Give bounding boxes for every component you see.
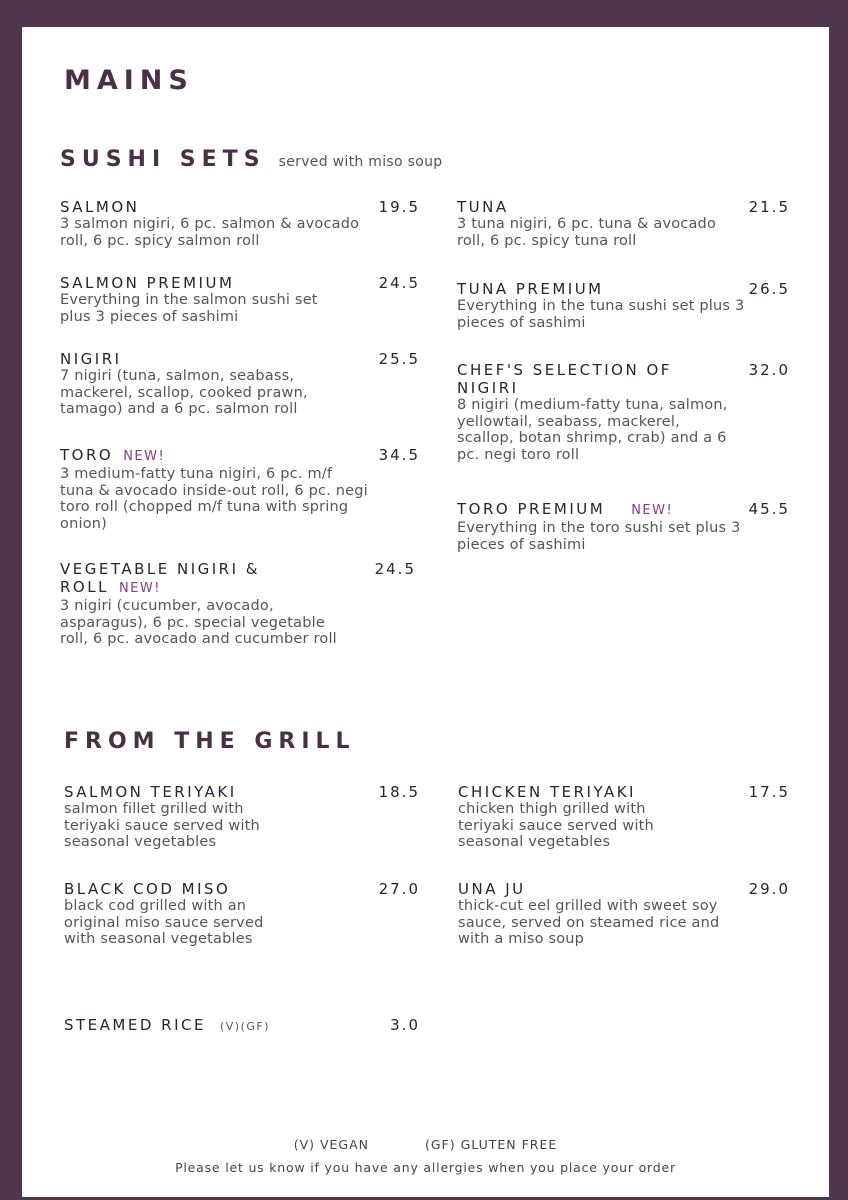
item-name: TUNA [457, 198, 509, 216]
menu-item-vegetable [60, 560, 420, 648]
item-description: 3 medium-fatty tuna nigiri, 6 pc. m/f tuna & avocado inside-out roll, 6 pc. negi toro roll (chopped m/f tuna with spring onion) [60, 466, 368, 532]
item-description: Everything in the salmon sushi set plus 3 pieces of sashimi [60, 292, 318, 325]
legend-vegan: (V) VEGAN [293, 1137, 370, 1152]
menu-item-black-cod-miso [64, 880, 420, 948]
item-description: Everything in the tuna sushi set plus 3 pieces of sashimi [457, 298, 745, 331]
menu-item-una-ju [458, 880, 790, 948]
item-price: 21.5 [748, 198, 790, 216]
item-price: 24.5 [374, 560, 416, 578]
sushi-sets-header [60, 149, 442, 171]
item-name: TUNA PREMIUM [457, 280, 604, 298]
item-name: SALMON [60, 198, 140, 216]
item-price: 24.5 [378, 274, 420, 292]
item-description: salmon fillet grilled with teriyaki sauce served with seasonal vegetables [64, 801, 260, 850]
dietary-legend [22, 1137, 829, 1152]
item-name-row [60, 446, 420, 466]
item-name: NIGIRI [60, 350, 122, 368]
item-name: SALMON TERIYAKI [64, 783, 237, 801]
new-badge: NEW! [123, 449, 166, 464]
menu-item-chicken-teriyaki [458, 783, 790, 851]
page-title: MAINS [64, 65, 194, 96]
item-description: 8 nigiri (medium-fatty tuna, salmon, yellowtail, seabass, mackerel, scallop, botan shrimp, crab) and a 6 pc. negi toro roll [457, 397, 728, 463]
item-price: 17.5 [748, 783, 790, 801]
item-description: 3 tuna nigiri, 6 pc. tuna & avocado roll, 6 pc. spicy tuna roll [457, 216, 717, 249]
item-price: 25.5 [378, 350, 420, 368]
dietary-tags: (V)(GF) [219, 1020, 271, 1033]
menu-item-toro [60, 446, 420, 532]
item-description: chicken thigh grilled with teriyaki sauce served with seasonal vegetables [458, 801, 654, 850]
menu-item-chefs-selection [457, 361, 790, 463]
item-name: BLACK COD MISO [64, 880, 231, 898]
item-name: TORO PREMIUM [457, 500, 606, 518]
legend-gluten-free: (GF) GLUTEN FREE [424, 1137, 558, 1152]
menu-item-salmon-teriyaki [64, 783, 420, 851]
item-name: STEAMED RICE [64, 1016, 206, 1034]
menu-item-salmon-premium [60, 274, 420, 325]
item-name: VEGETABLE NIGIRI & ROLL [60, 560, 260, 596]
item-price: 27.0 [378, 880, 420, 898]
item-name: CHEF'S SELECTION OF NIGIRI [457, 361, 672, 397]
item-price: 32.0 [748, 361, 790, 379]
item-name-row [60, 560, 290, 598]
item-description: thick-cut eel grilled with sweet soy sauce, served on steamed rice and with a miso soup [458, 898, 720, 947]
item-price: 45.5 [748, 500, 790, 518]
item-description: black cod grilled with an original miso sauce served with seasonal vegetables [64, 898, 264, 947]
item-description: Everything in the toro sushi set plus 3 pieces of sashimi [457, 520, 741, 553]
item-name: TORO [60, 446, 114, 464]
menu-item-salmon [60, 198, 420, 249]
menu-page [22, 27, 829, 1197]
item-price: 3.0 [390, 1016, 420, 1034]
new-badge: NEW! [118, 581, 161, 596]
item-name-row [457, 500, 790, 520]
menu-item-steamed-rice [64, 1016, 420, 1036]
section-title-grill: FROM THE GRILL [64, 729, 356, 754]
item-name: CHICKEN TERIYAKI [458, 783, 636, 801]
menu-item-toro-premium [457, 500, 790, 553]
section-subtitle: served with miso soup [278, 154, 443, 170]
item-price: 26.5 [748, 280, 790, 298]
allergy-note: Please let us know if you have any allergies when you place your order [175, 1160, 676, 1175]
item-price: 19.5 [378, 198, 420, 216]
item-name: UNA JU [458, 880, 526, 898]
item-price: 18.5 [378, 783, 420, 801]
item-description: 3 nigiri (cucumber, avocado, asparagus), 6 pc. special vegetable roll, 6 pc. avocado and cucumber roll [60, 598, 337, 647]
item-price: 29.0 [748, 880, 790, 898]
new-badge: NEW! [631, 503, 674, 518]
menu-item-tuna [457, 198, 790, 249]
menu-item-nigiri [60, 350, 420, 418]
item-name-row [64, 1016, 420, 1036]
item-name: SALMON PREMIUM [60, 274, 235, 292]
section-title-sushi-sets: SUSHI SETS [60, 147, 266, 172]
item-description: 7 nigiri (tuna, salmon, seabass, mackerel, scallop, cooked prawn, tamago) and a 6 pc. salmon roll [60, 368, 308, 417]
item-description: 3 salmon nigiri, 6 pc. salmon & avocado roll, 6 pc. spicy salmon roll [60, 216, 360, 249]
menu-item-tuna-premium [457, 280, 790, 331]
item-price: 34.5 [378, 446, 420, 464]
